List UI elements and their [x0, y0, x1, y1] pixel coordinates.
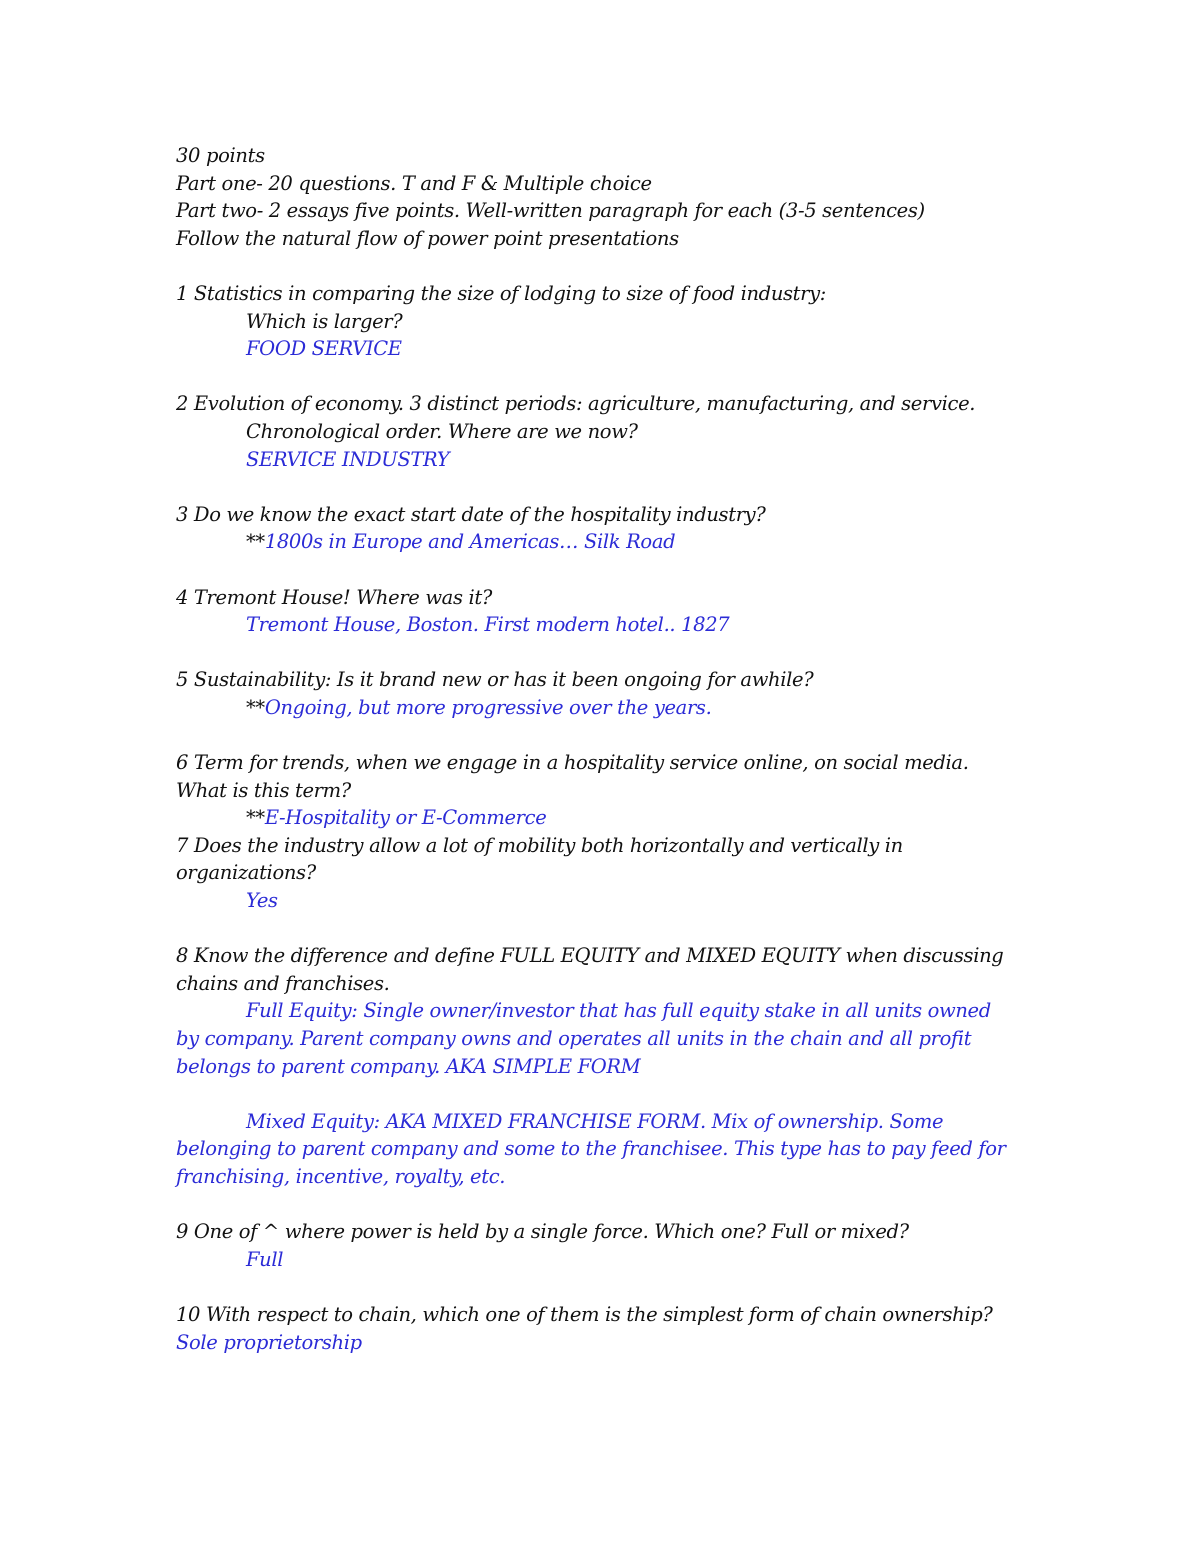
spacer [176, 1191, 1036, 1219]
spacer [176, 915, 1036, 943]
answer-5: Ongoing, but more progressive over the years. [264, 695, 712, 719]
question-7-cont: organizations? [176, 861, 316, 885]
question-5: 5 Sustainability: Is it brand new or has it been ongoing for awhile? [176, 668, 814, 692]
answer-10: Sole proprietorship [176, 1330, 362, 1354]
study-guide-body [176, 142, 1036, 1356]
mixed-equity-definition: Mixed Equity: AKA MIXED FRANCHISE FORM. Mix of ownership. Some [246, 1109, 944, 1133]
answer-6-row [176, 804, 1036, 832]
answer-3-prefix: ** [246, 530, 265, 554]
mixed-equity-definition-cont: belonging to parent company and some to the franchisee. This type has to pay feed for [176, 1137, 1006, 1161]
mixed-equity-definition-end: franchising, incentive, royalty, etc. [176, 1164, 506, 1188]
answer-1: FOOD SERVICE [246, 337, 402, 361]
question-2-sub: Chronological order. Where are we now? [246, 419, 638, 443]
full-equity-definition: Full Equity: Single owner/investor that has full equity stake in all units owned [246, 999, 991, 1023]
question-6-sub: What is this term? [176, 778, 351, 802]
question-4: 4 Tremont House! Where was it? [176, 585, 492, 609]
spacer [176, 473, 1036, 501]
spacer [176, 721, 1036, 749]
full-equity-definition-end: belongs to parent company. AKA SIMPLE FORM [176, 1054, 641, 1078]
question-6: 6 Term for trends, when we engage in a hospitality service online, on social media. [176, 751, 969, 775]
spacer [176, 1273, 1036, 1301]
answer-6-prefix: ** [246, 806, 265, 830]
question-7: 7 Does the industry allow a lot of mobility both horizontally and vertically in [176, 833, 903, 857]
part-one-line: Part one- 20 questions. T and F & Multiple choice [176, 171, 652, 195]
question-1-sub: Which is larger? [246, 309, 403, 333]
spacer [176, 639, 1036, 667]
question-8: 8 Know the difference and define FULL EQUITY and MIXED EQUITY when discussing [176, 944, 1004, 968]
answer-5-row [176, 694, 1036, 722]
part-two-line: Part two- 2 essays five points. Well-written paragraph for each (3-5 sentences) [176, 199, 925, 223]
spacer [176, 363, 1036, 391]
answer-7: Yes [246, 889, 278, 913]
answer-4: Tremont House, Boston. First modern hotel.. 1827 [246, 613, 730, 637]
question-3: 3 Do we know the exact start date of the hospitality industry? [176, 502, 766, 526]
spacer [176, 252, 1036, 280]
points-line: 30 points [176, 144, 265, 167]
spacer [176, 1080, 1036, 1108]
question-2: 2 Evolution of economy. 3 distinct periods: agriculture, manufacturing, and service. [176, 392, 976, 416]
answer-3-row [176, 528, 1036, 556]
answer-3: 1800s in Europe and Americas… Silk Road [264, 530, 676, 554]
follow-line: Follow the natural flow of power point presentations [176, 226, 679, 250]
answer-5-prefix: ** [246, 695, 265, 719]
answer-9: Full [246, 1247, 284, 1271]
question-10: 10 With respect to chain, which one of them is the simplest form of chain ownership? [176, 1302, 993, 1326]
spacer [176, 556, 1036, 584]
full-equity-definition-cont: by company. Parent company owns and operates all units in the chain and all profit [176, 1027, 972, 1050]
answer-2: SERVICE INDUSTRY [246, 447, 450, 471]
question-1: 1 Statistics in comparing the size of lodging to size of food industry: [176, 281, 827, 305]
answer-6: E-Hospitality or E-Commerce [264, 806, 547, 830]
question-8-cont: chains and franchises. [176, 971, 390, 995]
question-9: 9 One of ^ where power is held by a single force. Which one? Full or mixed? [176, 1220, 909, 1244]
